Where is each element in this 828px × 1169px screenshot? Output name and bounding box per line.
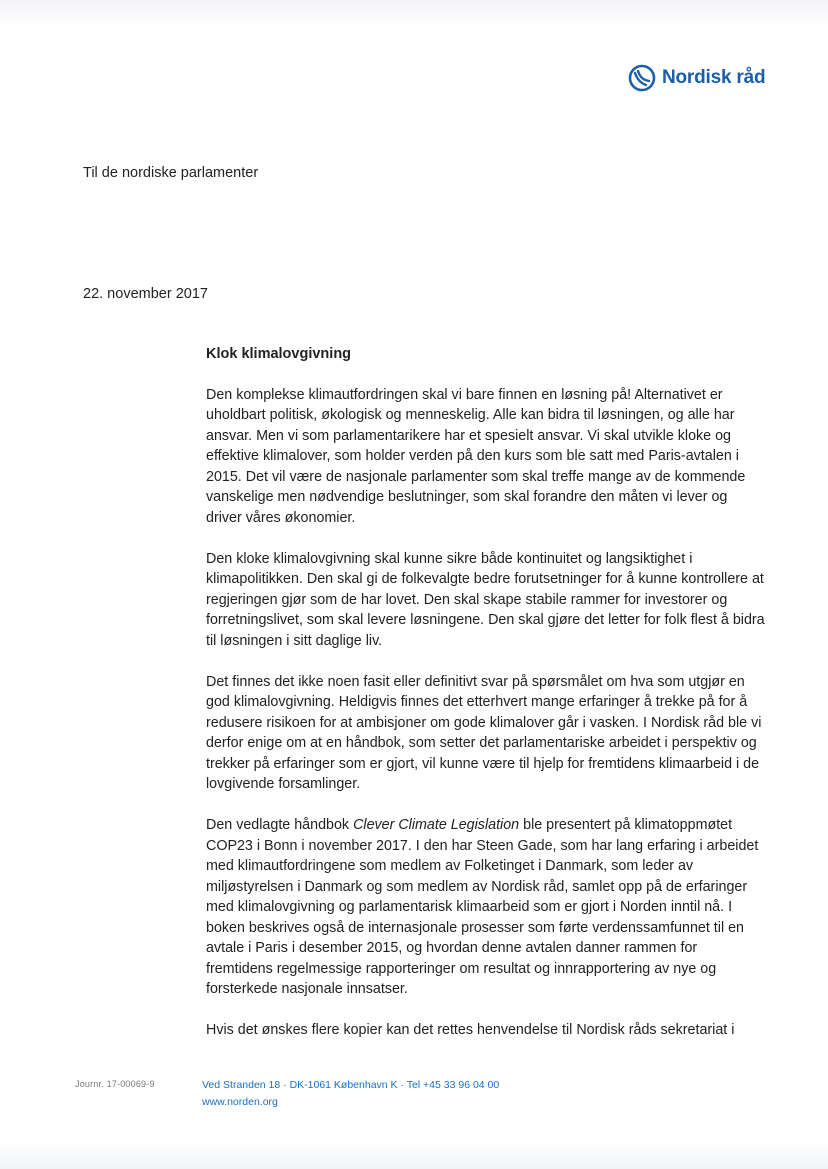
paragraph-4-start: Den vedlagte håndbok (206, 817, 354, 833)
paragraph-4 (206, 815, 766, 1000)
paragraph-5: Hvis det ønskes flere kopier kan det rettes henvendelse til Nordisk råds sekretariat i (206, 1022, 735, 1038)
nordisk-rad-logo (628, 64, 765, 92)
footer-contact (202, 1077, 499, 1111)
swan-icon (628, 64, 656, 92)
book-title: Clever Climate Legislation (353, 817, 520, 833)
paragraph-2: Den kloke klimalovgivning skal kunne sikre både kontinuitet og langsiktighet i klimapolitikken. Den skal gi de folkevalgte bedre forutsetninger for å kunne kontrollere at regjeringen gjør som de har lovet. Den skal skape stabile rammer for investorer og forretningslivet, som skal levere løsningene. Den skal gjøre det letter for folk flest å bidra til løsningen i sitt daglige liv. (206, 550, 765, 649)
letter-subject: Klok klimalovgivning (206, 346, 352, 362)
footer-website-link[interactable]: www.norden.org (202, 1096, 278, 1108)
letter-date: 22. november 2017 (83, 286, 208, 302)
paragraph-3: Det finnes det ikke noen fasit eller definitivt svar på spørsmålet om hva som utgjør en god klimalovgivning. Heldigvis finnes det etterhvert mange erfaringer å trekke på for å redusere risikoen for at ambisjoner om gode klimalover går i vasken. I Nordisk råd ble vi derfor enige om at en håndbok, som setter det parlamentariske arbeidet i perspektiv og trekker på erfaringer som er gjort, vil kunne være til hjelp for fremtidens klimaarbeid i de lovgivende forsamlinger. (206, 673, 762, 792)
paragraph-1: Den komplekse klimautfordringen skal vi bare finnen en løsning på! Alternativet er uholdbart politisk, økologisk og menneskelig. Alle kan bidra til løsningen, og alle har ansvar. Men vi som parlamentarikere har et spesielt ansvar. Vi skal utvikle kloke og effektive klimalover, som holder verden på den kurs som ble satt med Paris-avtalen i 2015. Det vil være de nasjonale parlamenter som skal treffe mange av de kommende vanskelige men nødvendige beslutninger, som skal forandre den måten vi lever og driver våres økonomier. (206, 386, 746, 526)
journal-number: Journr. 17-00069-9 (75, 1079, 155, 1089)
letter-body (206, 344, 766, 1061)
footer-address: Ved Stranden 18 · DK-1061 København K · Tel +45 33 96 04 00 (202, 1079, 500, 1091)
logo-text: Nordisk råd (662, 67, 766, 88)
paragraph-4-end: ble presentert på klimatoppmøtet COP23 i Bonn i november 2017. I den har Steen Gade, som har lang erfaring i arbeidet med klimautfordringene som medlem av Folketinget i Danmark, som leder av miljøstyrelsen i Danmark og som medlem av Nordisk råd, samlet opp på de erfaringer med klimalovgivning og parlamentarisk klimaarbeid som er gjort i Norden inntil nå. I boken beskrives også de internasjonale prosesser som førte verdenssamfunnet til en avtale i Paris i desember 2015, og hvordan denne avtalen danner rammen for fremtidens regelmessige rapporteringer om resultat og innrapportering av nye og forsterkede nasjonale innsatser. (206, 817, 759, 997)
recipient-line: Til de nordiske parlamenter (83, 165, 259, 181)
